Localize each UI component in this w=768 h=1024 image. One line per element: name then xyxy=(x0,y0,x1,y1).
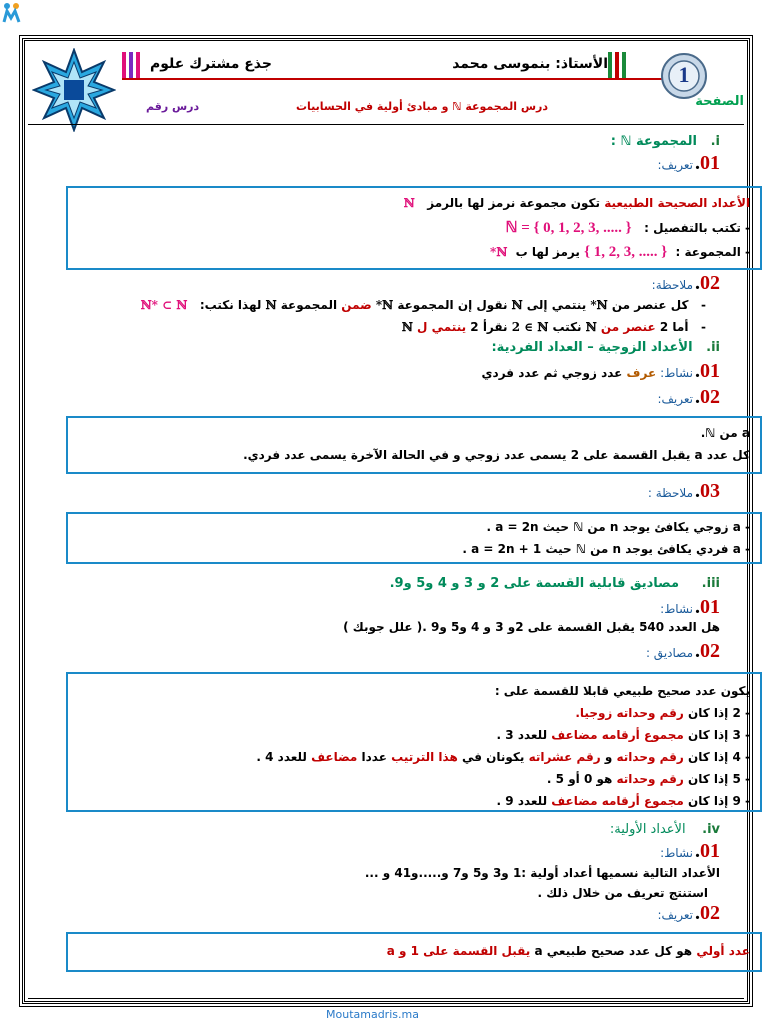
s1-def-line3: - المجموعة : { 1, 2, 3, ..... } يرمز لها ب ℕ* xyxy=(490,244,750,260)
s2-def-line2: كل عدد a يقبل القسمة على 2 يسمى عدد زوجي و في الحالة الآخرة يسمى عدد فردي. xyxy=(243,448,750,462)
site-logo-icon xyxy=(2,2,22,24)
page-header xyxy=(28,44,744,128)
s1-def-line2: - تكتب بالتفصيل : ℕ = { 0, 1, 2, 3, ..... } xyxy=(505,220,750,236)
s4-activity-line2: استنتج تعريف من خلال ذلك . xyxy=(537,886,708,900)
s2-note-heading: 03 . ملاحظة : xyxy=(647,480,720,502)
s3-criteria-2: - 2 إذا كان رقم وحداته زوجيا. xyxy=(575,706,750,720)
s1-definition-heading: 01 . تعريف: xyxy=(657,152,720,174)
s1-def-line1: الأعداد الصحيحة الطبيعية تكون مجموعة نرمز لها بالرمز ℕ xyxy=(403,196,750,210)
s1-note-line1: - كل عنصر من ℕ* ينتمي إلى ℕ نقول إن المجموعة ℕ* ضمن المجموعة ℕ لهذا نكتب: ℕ* ⊂ ℕ xyxy=(140,298,706,312)
section-ii-heading: ii. الأعداد الزوجية – العداد الفردية: xyxy=(491,340,720,355)
header-teacher: الأستاذ: بنموسى محمد xyxy=(452,56,608,72)
section-iv-heading: iv. الأعداد الأولية: xyxy=(609,822,720,837)
lesson-number-label: درس رقم xyxy=(146,100,200,113)
s3-criteria-3: - 3 إذا كان مجموع أرقامه مضاعف للعدد 3 . xyxy=(496,728,750,742)
s1-note-heading: 02 . ملاحظة: xyxy=(651,272,720,294)
header-rule xyxy=(28,124,744,125)
section-i-heading: i. المجموعة ℕ : xyxy=(610,134,720,149)
section-iii-heading: iii. مصاديق قابلية القسمة على 2 و 3 و 4 و5 و9. xyxy=(389,576,720,591)
s3-criteria-4: - 4 إذا كان رقم وحداته و رقم عشراته يكونان في هذا الترتيب عددا مضاعف للعدد 4 . xyxy=(256,750,750,764)
s1-definition-box xyxy=(66,186,762,270)
s2-note-box xyxy=(66,512,762,564)
s2-definition-box xyxy=(66,416,762,474)
s4-definition-heading: 02 . تعريف: xyxy=(657,902,720,924)
header-level: جذع مشترك علوم xyxy=(150,56,272,72)
s3-criteria-intro: يكون عدد صحيح طبيعي قابلا للقسمة على : xyxy=(494,684,750,698)
star-logo-icon xyxy=(32,48,116,132)
s3-criteria-heading: 02 . مصاديق : xyxy=(645,640,720,662)
s4-def-line: عدد أولي هو كل عدد صحيح طبيعي a يقبل القسمة على 1 و a xyxy=(386,944,750,958)
lesson-content xyxy=(30,130,750,1000)
s3-criteria-box xyxy=(66,672,762,812)
header-divider xyxy=(122,78,692,80)
footer-site: Moutamadris.ma xyxy=(326,1008,419,1021)
s3-criteria-5: - 5 إذا كان رقم وحداته هو 0 أو 5 . xyxy=(546,772,750,786)
s2-note-line1: - a زوجي يكافئ يوجد n من ℕ حيث a = 2n . xyxy=(486,520,750,534)
s3-activity-heading: 01 . نشاط: xyxy=(660,596,720,618)
s3-criteria-9: - 9 إذا كان مجموع أرقامه مضاعف للعدد 9 . xyxy=(496,794,750,808)
s4-definition-box xyxy=(66,932,762,972)
page-label: الصفحة xyxy=(695,94,744,109)
header-stripes-right xyxy=(608,52,632,80)
s4-activity-line1: الأعداد التالية نسميها أعداد أولية :1 و3 و5 و7 و.....و41 و ... xyxy=(364,866,720,880)
s3-activity-text: هل العدد 540 يقبل القسمة على 2و 3 و 4 و5 و9 .( علل جوبك ) xyxy=(343,620,720,634)
s2-activity-heading: 01 . نشاط: عرف عدد زوجي ثم عدد فردي xyxy=(481,360,720,382)
s2-def-line1: a من ℕ. xyxy=(700,426,750,440)
s1-note-line2: - أما 2 عنصر من ℕ نكتب 2 ∈ ℕ نقرأ 2 ينتمي ل ℕ xyxy=(401,320,706,334)
s2-definition-heading: 02 . تعريف: xyxy=(657,386,720,408)
s4-activity-heading: 01 . نشاط: xyxy=(660,840,720,862)
lesson-title: درس المجموعة ℕ و مبادئ أولية في الحسابيات xyxy=(295,100,548,113)
footer-rule xyxy=(28,998,744,999)
s2-note-line2: - a فردي يكافئ يوجد n من ℕ حيث a = 2n + 1 . xyxy=(462,542,750,556)
page-number: 1 xyxy=(678,62,690,87)
